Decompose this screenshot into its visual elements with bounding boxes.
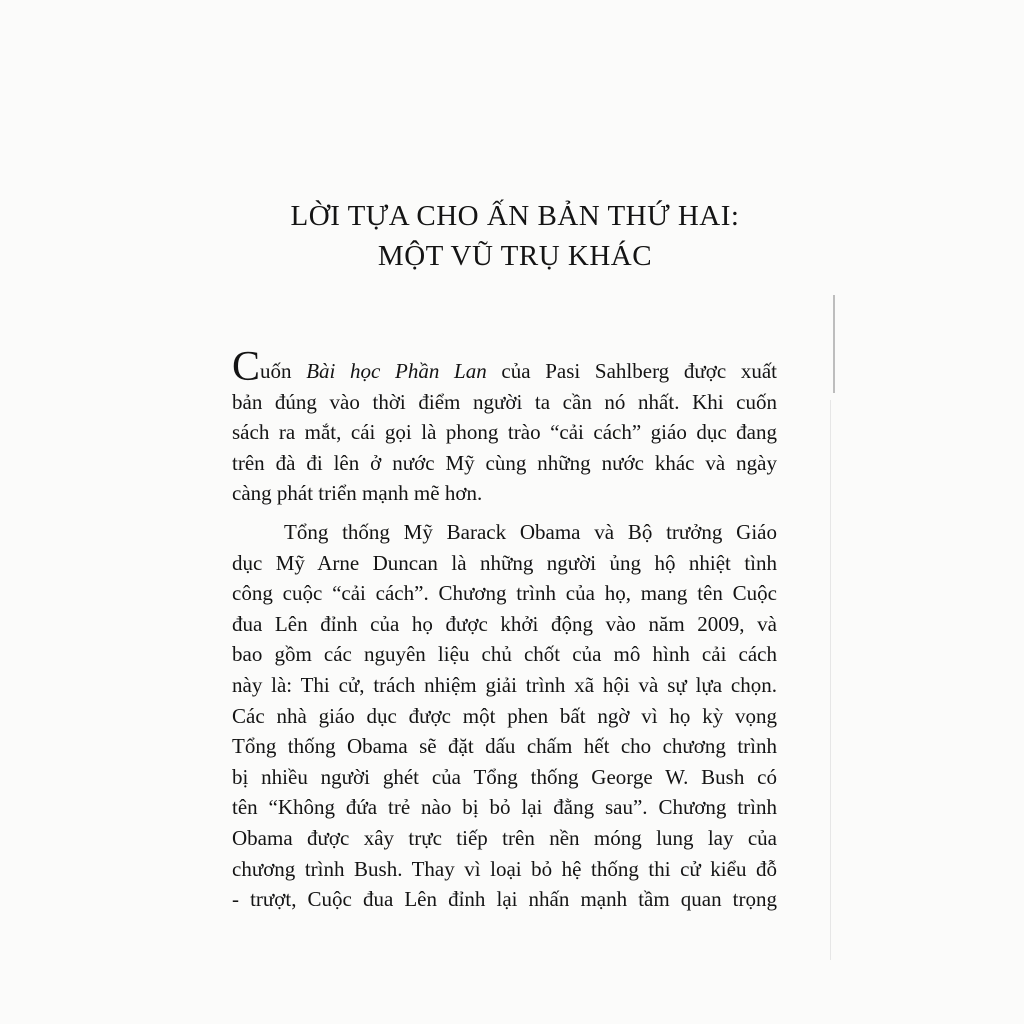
paragraph-2-line: bị nhiều người ghét của Tổng thống George W. Bush có <box>232 764 777 789</box>
page-edge-mark <box>833 295 835 393</box>
paragraph-2-line: tên “Không đứa trẻ nào bị bỏ lại đằng sau”. Chương trình <box>232 795 777 820</box>
paragraph-2-line: Tổng thống Obama sẽ đặt dấu chấm hết cho chương trình <box>232 734 777 759</box>
paragraph-1-line-1: Cuốn Bài học Phần Lan của Pasi Sahlberg được xuất <box>232 344 778 390</box>
paragraph-2-line: chương trình Bush. Thay vì loại bỏ hệ thống thi cử kiểu đỗ <box>232 856 777 881</box>
paragraph-2-line: Tổng thống Mỹ Barack Obama và Bộ trưởng Giáo <box>284 519 777 544</box>
paragraph-1 <box>232 344 778 509</box>
body-text <box>232 344 778 915</box>
paragraph-2 <box>232 517 777 915</box>
paragraph-2-line: Các nhà giáo dục được một phen bất ngờ vì họ kỳ vọng <box>232 703 777 728</box>
paragraph-2-line: bao gồm các nguyên liệu chủ chốt của mô hình cải cách <box>232 642 777 667</box>
page-edge-shadow <box>830 400 831 960</box>
paragraph-2-line: công cuộc “cải cách”. Chương trình của họ, mang tên Cuộc <box>232 581 777 606</box>
book-title-italic: Bài học Phần Lan <box>306 359 487 383</box>
paragraph-2-line: này là: Thi cử, trách nhiệm giải trình xã hội và sự lựa chọn. <box>232 672 777 697</box>
paragraph-1-line: sách ra mắt, cái gọi là phong trào “cải cách” giáo dục đang <box>232 420 777 445</box>
paragraph-1-line: bản đúng vào thời điểm người ta cần nó nhất. Khi cuốn <box>232 389 777 414</box>
paragraph-1-line: trên đà đi lên ở nước Mỹ cùng những nước khác và ngày <box>232 450 777 475</box>
paragraph-2-line: dục Mỹ Arne Duncan là những người ủng hộ nhiệt tình <box>232 550 777 575</box>
paragraph-2-line: - trượt, Cuộc đua Lên đỉnh lại nhấn mạnh tầm quan trọng <box>232 887 777 912</box>
paragraph-2-line: Obama được xây trực tiếp trên nền móng lung lay của <box>232 825 777 850</box>
drop-cap: C <box>232 344 261 390</box>
paragraph-2-line: đua Lên đỉnh của họ được khởi động vào năm 2009, và <box>232 611 777 636</box>
paragraph-1-line: càng phát triển mạnh mẽ hơn. <box>232 481 483 506</box>
chapter-title-line-2: MỘT VŨ TRỤ KHÁC <box>377 240 653 272</box>
chapter-title-line-1: LỜI TỰA CHO ẤN BẢN THỨ HAI: <box>290 200 740 232</box>
